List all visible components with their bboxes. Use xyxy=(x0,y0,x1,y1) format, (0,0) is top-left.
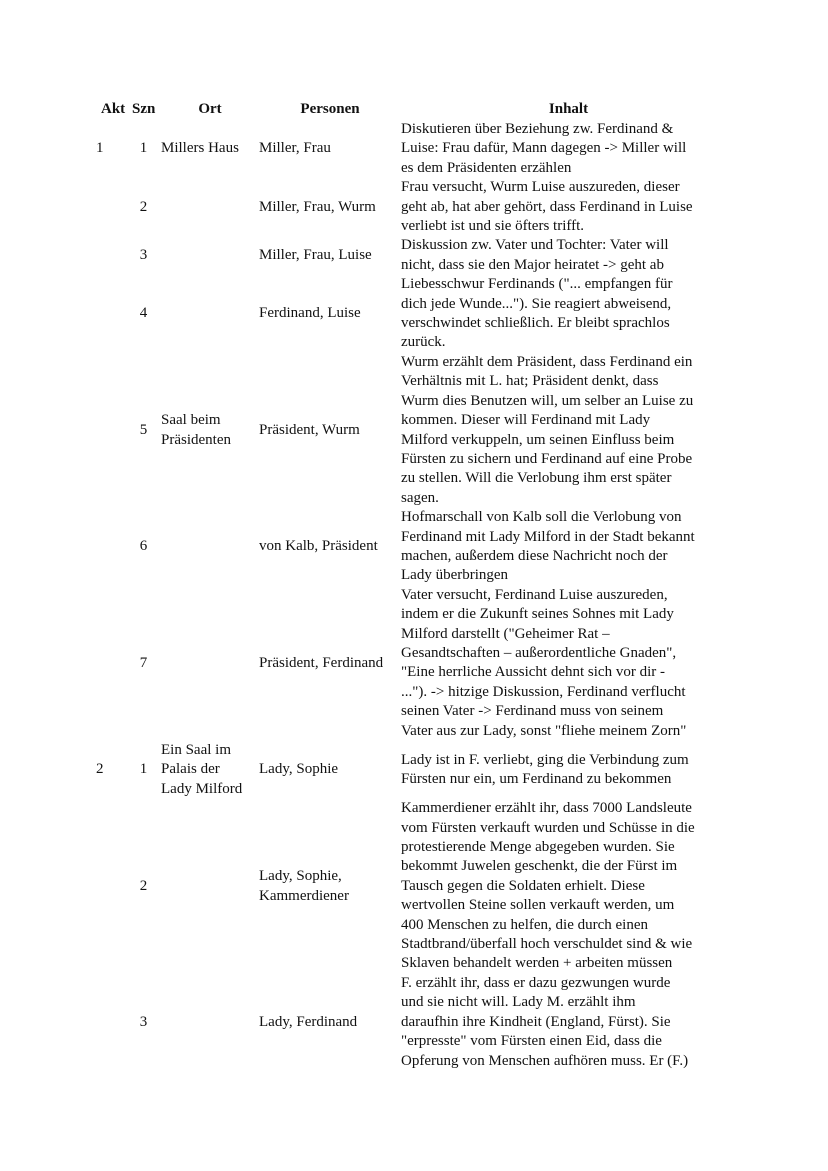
cell-ort xyxy=(161,178,259,236)
cell-akt xyxy=(91,353,126,508)
cell-szn: 1 xyxy=(139,140,148,157)
header-akt: Akt xyxy=(101,101,126,117)
scene-table xyxy=(91,100,736,1071)
cell-inhalt: Vater versucht, Ferdinand Luise auszureden, indem er die Zukunft seines Sohnes mit Lady Milford darstellt ("Geheimer Rat – Gesandtschaften – außerordentliche Gnaden", "Eine herrliche Aussicht dehnt sich vor dir - ..."). -> hitzige Diskussion, Ferdinand verflucht seinen Vater -> Ferdinand muss von seinem Vater aus zur Lady, sonst "fliehe meinem Zorn" xyxy=(401,586,687,739)
cell-ort: Millers Haus xyxy=(161,140,239,157)
cell-ort xyxy=(161,974,259,1071)
cell-personen: Lady, Sophie, Kammerdiener xyxy=(259,868,349,904)
cell-akt: 1 xyxy=(96,140,104,157)
table-row xyxy=(91,508,736,586)
cell-personen: Miller, Frau, Wurm xyxy=(259,198,376,215)
header-personen: Personen xyxy=(300,101,360,117)
cell-akt xyxy=(91,178,126,236)
cell-ort: Saal beim Präsidenten xyxy=(161,412,231,448)
cell-personen: Präsident, Wurm xyxy=(259,421,360,438)
cell-personen: Ferdinand, Luise xyxy=(259,305,361,322)
header-szn: Szn xyxy=(132,101,156,117)
cell-inhalt: Lady ist in F. verliebt, ging die Verbindung zum Fürsten nur ein, um Ferdinand zu bekommen xyxy=(401,751,689,788)
table-row xyxy=(91,353,736,508)
cell-szn: 5 xyxy=(139,421,148,438)
table-row xyxy=(91,275,736,353)
cell-ort xyxy=(161,275,259,353)
cell-szn: 6 xyxy=(139,538,148,555)
cell-szn: 3 xyxy=(139,1013,148,1030)
cell-personen: von Kalb, Präsident xyxy=(259,538,378,555)
table-row xyxy=(91,178,736,236)
header-inhalt: Inhalt xyxy=(548,101,589,117)
cell-personen: Lady, Sophie xyxy=(259,761,339,778)
table-row xyxy=(91,974,736,1071)
table-row xyxy=(91,799,736,974)
cell-ort xyxy=(161,799,259,974)
table-row xyxy=(91,741,736,799)
cell-personen: Miller, Frau xyxy=(259,140,331,157)
cell-akt xyxy=(91,275,126,353)
cell-akt: 2 xyxy=(96,761,104,778)
header-ort: Ort xyxy=(198,101,222,117)
cell-ort xyxy=(161,236,259,275)
cell-szn: 3 xyxy=(139,247,148,264)
table-row xyxy=(91,586,736,741)
cell-inhalt: Diskussion zw. Vater und Tochter: Vater will nicht, dass sie den Major heiratet -> geht ab xyxy=(401,237,669,273)
cell-personen: Präsident, Ferdinand xyxy=(259,654,384,671)
cell-inhalt: Frau versucht, Wurm Luise auszureden, dieser geht ab, hat aber gehört, dass Ferdinand in Luise verliebt ist und sie öfters trifft. xyxy=(401,179,693,235)
cell-ort xyxy=(161,586,259,741)
cell-akt xyxy=(91,974,126,1071)
cell-akt xyxy=(91,799,126,974)
table-row xyxy=(91,120,736,178)
cell-szn: 4 xyxy=(139,305,148,322)
cell-akt xyxy=(91,508,126,586)
cell-szn: 2 xyxy=(139,877,148,894)
cell-ort xyxy=(161,508,259,586)
cell-akt xyxy=(91,586,126,741)
table-row xyxy=(91,236,736,275)
cell-szn: 1 xyxy=(139,761,148,778)
cell-inhalt: Liebesschwur Ferdinands ("... empfangen für dich jede Wunde..."). Sie reagiert abweisend, verschwindet schließlich. Er bleibt sprachlos zurück. xyxy=(401,276,673,351)
cell-inhalt: Diskutieren über Beziehung zw. Ferdinand & Luise: Frau dafür, Mann dagegen -> Miller will es dem Präsidenten erzählen xyxy=(401,121,687,176)
cell-inhalt: Kammerdiener erzählt ihr, dass 7000 Landsleute vom Fürsten verkauft wurden und Schüsse in die protestierende Menge abgegeben wurden. Sie bekommt Juwelen geschenkt, die der Fürst im Tausch gegen die Soldaten erhielt. Diese wertvollen Steine sollen verkauft werden, um 400 Menschen zu helfen, die durch einen Stadtbrand/überfall hoch verschuldet sind & wie Sklaven behandelt werden + arbeiten müssen xyxy=(401,800,695,972)
cell-szn: 7 xyxy=(139,654,148,671)
cell-inhalt: Hofmarschall von Kalb soll die Verlobung von Ferdinand mit Lady Milford in der Stadt bekannt machen, außerdem diese Nachricht noch der Lady überbringen xyxy=(401,509,695,584)
cell-personen: Miller, Frau, Luise xyxy=(259,247,372,264)
cell-personen: Lady, Ferdinand xyxy=(259,1013,358,1030)
cell-akt xyxy=(91,236,126,275)
table-header-row xyxy=(91,100,736,120)
cell-inhalt: F. erzählt ihr, dass er dazu gezwungen wurde und sie nicht will. Lady M. erzählt ihm daraufhin ihre Kindheit (England, Fürst). Sie "erpresste" vom Fürsten einen Eid, dass die Opferung von Menschen aufhören muss. Er (F.) xyxy=(401,974,689,1069)
cell-ort: Ein Saal im Palais der Lady Milford xyxy=(161,742,243,797)
cell-inhalt: Wurm erzählt dem Präsident, dass Ferdinand ein Verhältnis mit L. hat; Präsident denkt, dass Wurm dies Benutzen will, um selber an Luise zu kommen. Dieser will Ferdinand mit Lady Milford verkuppeln, um seinen Einfluss beim Fürsten zu sichern und Ferdinand auf eine Probe zu stellen. Will die Verlobung ihm erst später sagen. xyxy=(401,353,694,506)
cell-szn: 2 xyxy=(139,198,148,215)
